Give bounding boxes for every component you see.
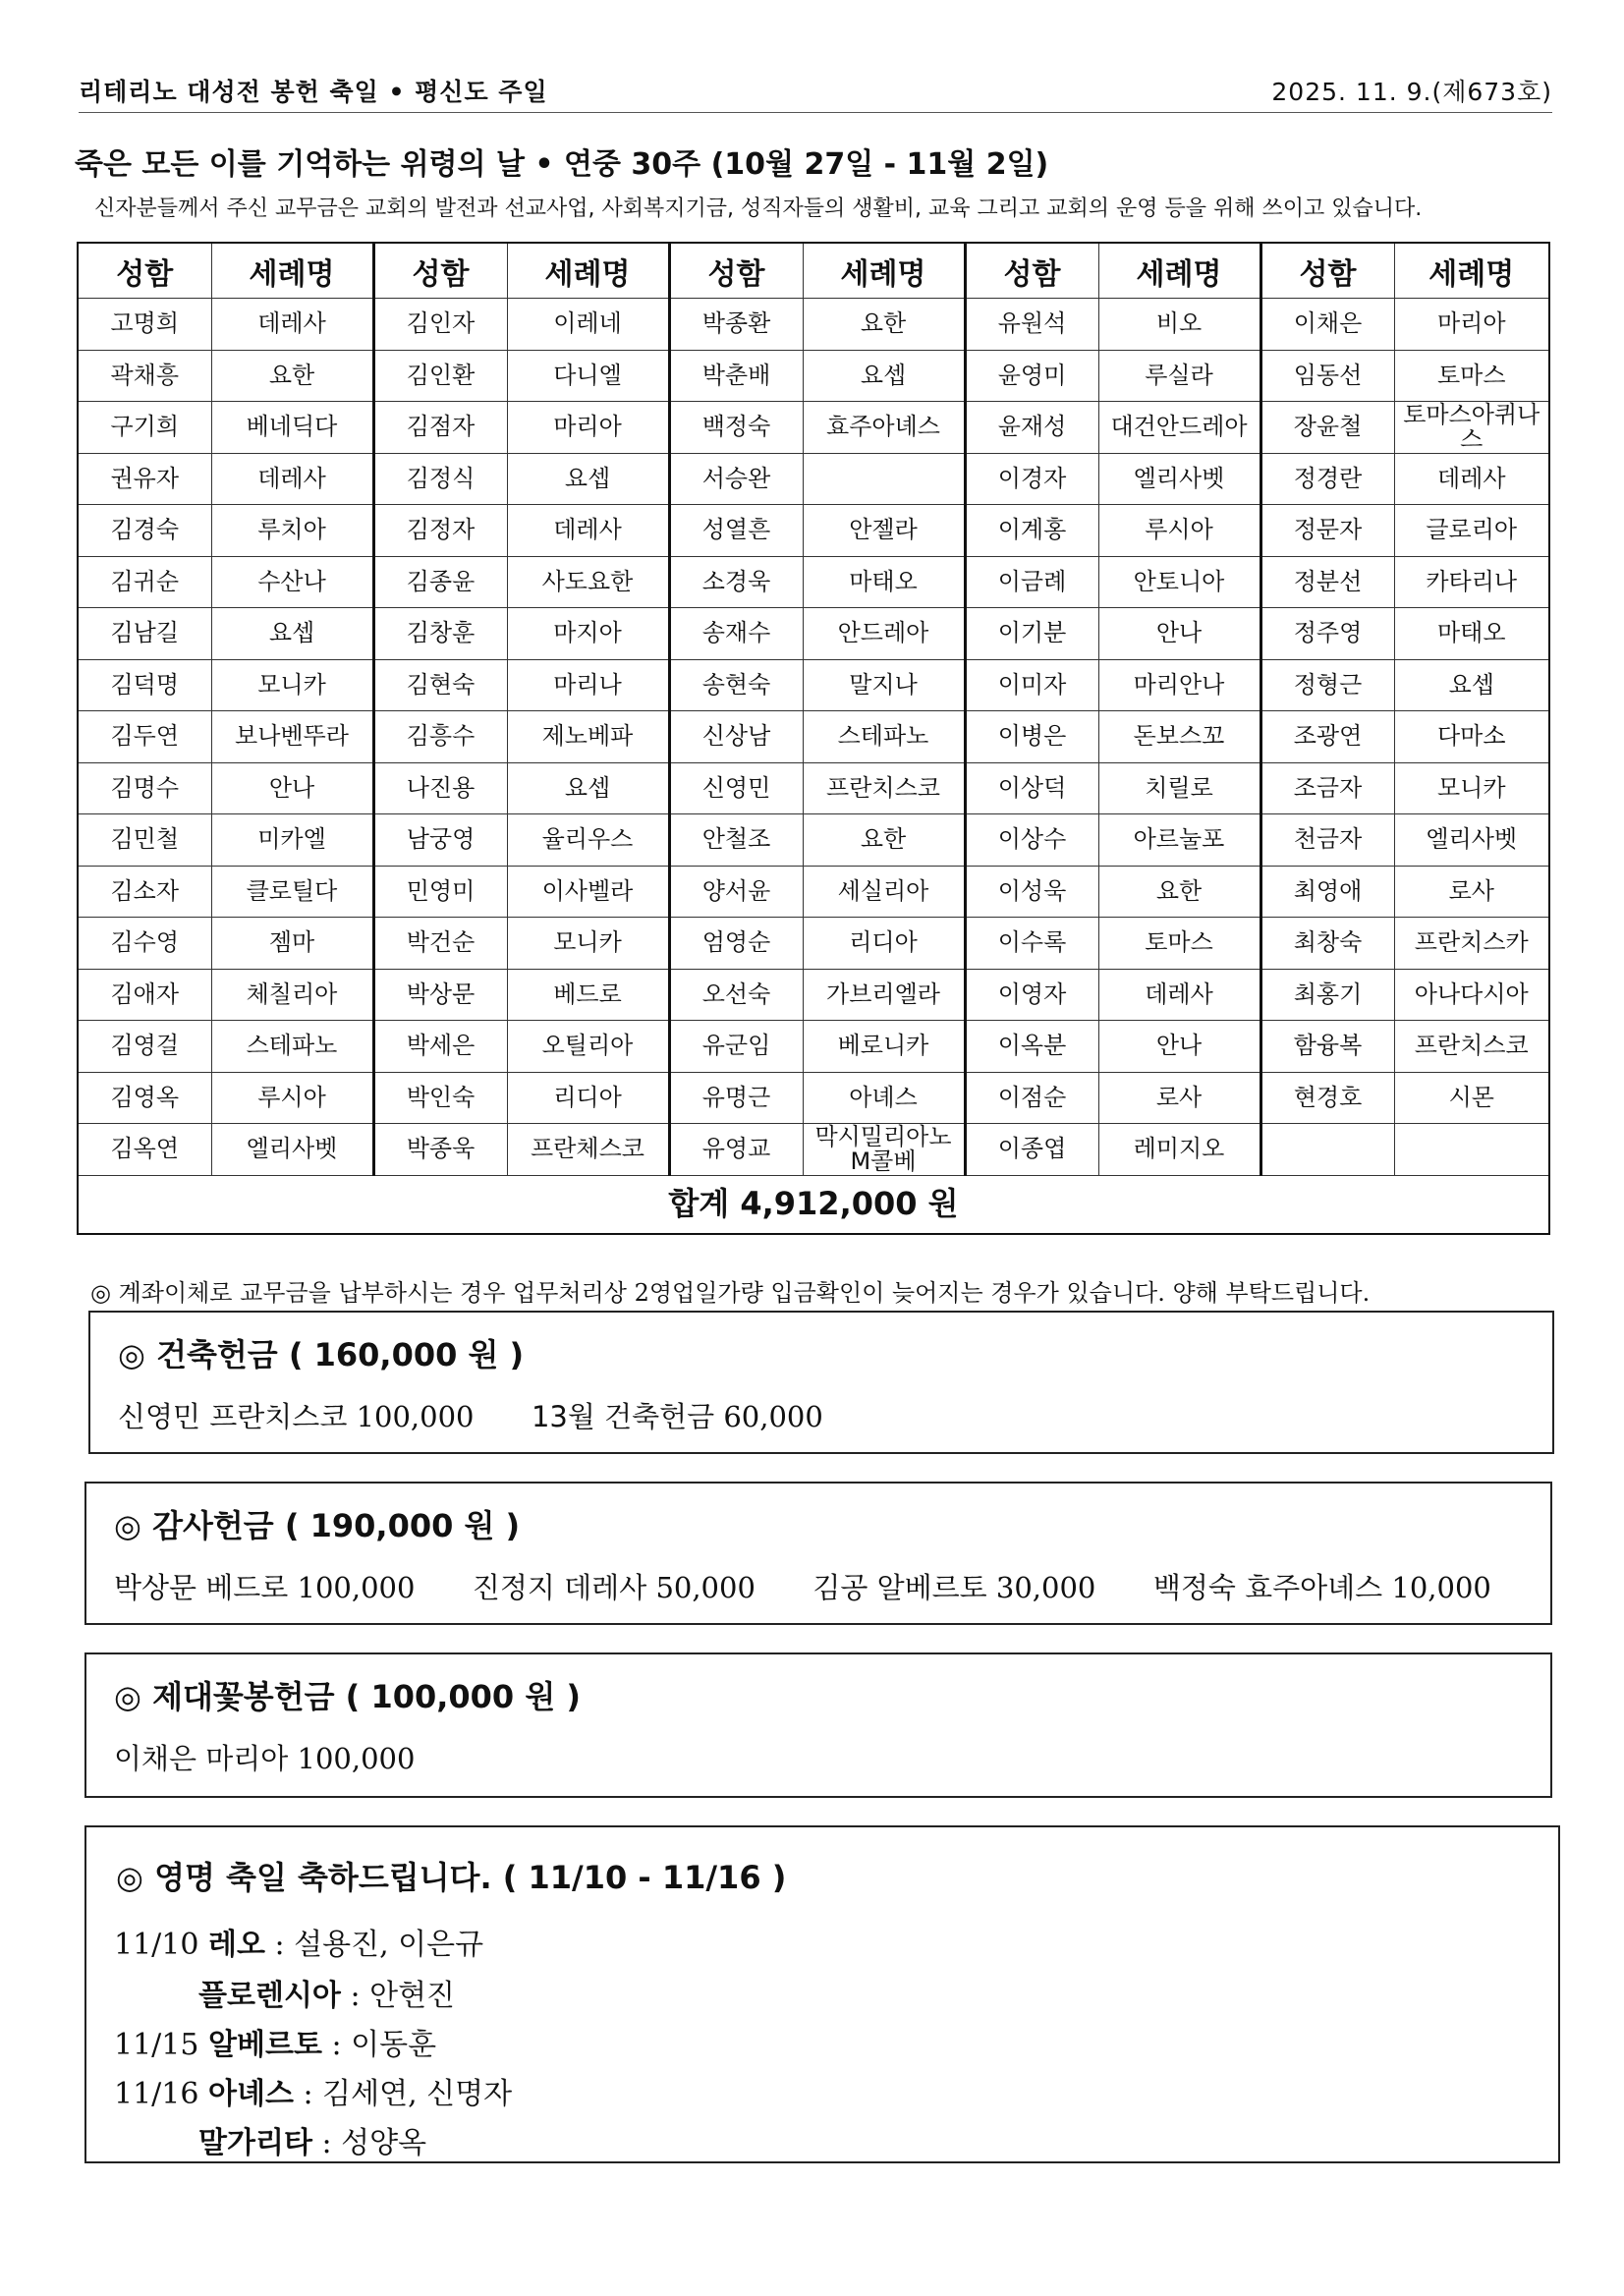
donor-name-cell: 오선숙 xyxy=(669,969,803,1021)
baptismal-name-cell: 엘리사벳 xyxy=(1394,814,1549,867)
donor-name-cell: 조광연 xyxy=(1260,711,1394,763)
baptismal-name-cell: 아나다시아 xyxy=(1394,969,1549,1021)
baptismal-name-cell: 다니엘 xyxy=(507,350,669,402)
feast-line: 말가리타 : 성양옥 xyxy=(198,2126,427,2160)
donor-name-cell: 고명희 xyxy=(78,299,211,351)
feast-saint: 아녜스 xyxy=(208,2077,294,2111)
baptismal-name-cell: 마태오 xyxy=(803,556,965,608)
donor-name-cell: 김애자 xyxy=(78,969,211,1021)
baptismal-name-cell: 요셉 xyxy=(211,608,373,660)
baptismal-name-cell: 안나 xyxy=(1098,608,1260,660)
donor-amount: 100,000 xyxy=(297,1571,416,1604)
donor-name-cell: 박종환 xyxy=(669,299,803,351)
donor-name-cell: 김정자 xyxy=(373,505,507,557)
donor-name-cell: 정문자 xyxy=(1260,505,1394,557)
baptismal-name-cell: 클로틸다 xyxy=(211,866,373,918)
baptismal-name-cell: 엘리사벳 xyxy=(211,1124,373,1176)
donor-name-cell: 김옥연 xyxy=(78,1124,211,1176)
baptismal-name-cell: 마리나 xyxy=(507,659,669,711)
baptismal-name-cell: 루시아 xyxy=(211,1072,373,1124)
baptismal-name-cell: 다마소 xyxy=(1394,711,1549,763)
total-amount: 합계 4,912,000 원 xyxy=(78,1175,1549,1234)
table-row xyxy=(78,1072,1549,1124)
baptismal-name-cell: 프란치스코 xyxy=(803,762,965,814)
baptismal-name-cell: 요셉 xyxy=(803,350,965,402)
feast-names: 안현진 xyxy=(369,1979,456,2013)
baptismal-name-cell: 프란치스카 xyxy=(1394,918,1549,970)
donor-name-cell: 김명수 xyxy=(78,762,211,814)
tithe-table xyxy=(77,242,1550,1235)
donor-name-cell: 김수영 xyxy=(78,918,211,970)
donor-name-cell: 최영애 xyxy=(1260,866,1394,918)
baptismal-name-cell: 요한 xyxy=(211,350,373,402)
donor-name-cell: 이영자 xyxy=(965,969,1098,1021)
table-row xyxy=(78,556,1549,608)
donor-name-cell: 신영민 xyxy=(669,762,803,814)
baptismal-name-cell: 아르눌포 xyxy=(1098,814,1260,867)
donor-name-cell: 박춘배 xyxy=(669,350,803,402)
donor-name-cell: 임동선 xyxy=(1260,350,1394,402)
feast-line: 플로렌시아 : 안현진 xyxy=(198,1979,456,2013)
column-header-baptismal-name: 세례명 xyxy=(211,243,373,299)
baptismal-name-cell: 프란체스코 xyxy=(507,1124,669,1176)
donor-name-cell: 윤재성 xyxy=(965,402,1098,454)
donor-amount: 50,000 xyxy=(655,1571,756,1604)
baptismal-name-cell: 요셉 xyxy=(1394,659,1549,711)
column-header-baptismal-name: 세례명 xyxy=(1098,243,1260,299)
baptismal-name-cell: 로사 xyxy=(1098,1072,1260,1124)
donor-name-cell: 현경호 xyxy=(1260,1072,1394,1124)
donor-name-cell: 이상수 xyxy=(965,814,1098,867)
baptismal-name-cell: 안젤라 xyxy=(803,505,965,557)
baptismal-name-cell: 사도요한 xyxy=(507,556,669,608)
donor-name-cell: 이계홍 xyxy=(965,505,1098,557)
donor-name-cell: 김덕명 xyxy=(78,659,211,711)
altar-flower-entries xyxy=(114,1737,415,1777)
donor-name-cell: 최창숙 xyxy=(1260,918,1394,970)
baptismal-name-cell: 안드레아 xyxy=(803,608,965,660)
baptismal-name-cell xyxy=(1394,1124,1549,1176)
donor-name-cell: 김영옥 xyxy=(78,1072,211,1124)
baptismal-name-cell: 안토니아 xyxy=(1098,556,1260,608)
baptismal-name-cell: 요셉 xyxy=(507,453,669,505)
donor-name-cell: 이수록 xyxy=(965,918,1098,970)
baptismal-name-cell: 돈보스꼬 xyxy=(1098,711,1260,763)
donor-name-cell: 박인숙 xyxy=(373,1072,507,1124)
feast-names: 설용진, 이은규 xyxy=(294,1928,484,1962)
donor-name: 신영민 프란치스코 xyxy=(118,1400,348,1433)
donor-name-cell: 천금자 xyxy=(1260,814,1394,867)
donor-name-cell: 박건순 xyxy=(373,918,507,970)
table-row xyxy=(78,608,1549,660)
feast-line: 11/16 아녜스 : 김세연, 신명자 xyxy=(114,2077,513,2111)
baptismal-name-cell: 데레사 xyxy=(507,505,669,557)
feast-date: 11/10 xyxy=(114,1928,199,1962)
baptismal-name-cell: 효주아녜스 xyxy=(803,402,965,454)
thanks-offering-box xyxy=(84,1482,1552,1625)
baptismal-name-cell: 젬마 xyxy=(211,918,373,970)
donor-name-cell: 곽채흥 xyxy=(78,350,211,402)
donor-name-cell: 유명근 xyxy=(669,1072,803,1124)
table-row xyxy=(78,402,1549,454)
donor-name-cell: 김현숙 xyxy=(373,659,507,711)
column-header-name: 성함 xyxy=(1260,243,1394,299)
baptismal-name-cell: 시몬 xyxy=(1394,1072,1549,1124)
donor-name-cell: 장윤철 xyxy=(1260,402,1394,454)
baptismal-name-cell: 안나 xyxy=(211,762,373,814)
column-header-name: 성함 xyxy=(669,243,803,299)
donor-name: 백정숙 효주아녜스 xyxy=(1152,1571,1383,1604)
table-header-row xyxy=(78,243,1549,299)
donor-name-cell: 정경란 xyxy=(1260,453,1394,505)
donor-name-cell: 정분선 xyxy=(1260,556,1394,608)
donor-name: 김공 알베르토 xyxy=(812,1571,987,1604)
donor-name: 박상문 베드로 xyxy=(114,1571,289,1604)
donor-name-cell: 민영미 xyxy=(373,866,507,918)
baptismal-name-cell: 안나 xyxy=(1098,1021,1260,1073)
donor-name-cell: 김민철 xyxy=(78,814,211,867)
altar-flower-title: ◎ 제대꽃봉헌금 ( 100,000 원 ) xyxy=(114,1678,582,1715)
thanks-offering-title: ◎ 감사헌금 ( 190,000 원 ) xyxy=(114,1507,521,1544)
donor-name-cell: 이종엽 xyxy=(965,1124,1098,1176)
donor-name-cell: 신상남 xyxy=(669,711,803,763)
table-row xyxy=(78,711,1549,763)
baptismal-name-cell: 엘리사벳 xyxy=(1098,453,1260,505)
baptismal-name-cell: 요한 xyxy=(803,299,965,351)
baptismal-name-cell: 마지아 xyxy=(507,608,669,660)
baptismal-name-cell: 막시밀리아노M콜베 xyxy=(803,1124,965,1176)
table-row xyxy=(78,350,1549,402)
baptismal-name-cell: 루치아 xyxy=(211,505,373,557)
building-fund-entries xyxy=(118,1395,823,1435)
table-row xyxy=(78,762,1549,814)
baptismal-name-cell: 가브리엘라 xyxy=(803,969,965,1021)
donor-name-cell: 김점자 xyxy=(373,402,507,454)
donor-name-cell: 김종윤 xyxy=(373,556,507,608)
baptismal-name-cell: 로사 xyxy=(1394,866,1549,918)
table-row xyxy=(78,1124,1549,1176)
baptismal-name-cell: 데레사 xyxy=(1394,453,1549,505)
donor-name-cell: 이상덕 xyxy=(965,762,1098,814)
table-row xyxy=(78,814,1549,867)
total-row xyxy=(78,1175,1549,1234)
table-row xyxy=(78,505,1549,557)
baptismal-name-cell: 율리우스 xyxy=(507,814,669,867)
donor-name-cell: 박상문 xyxy=(373,969,507,1021)
donor-name-cell: 유군임 xyxy=(669,1021,803,1073)
baptismal-name-cell: 리디아 xyxy=(803,918,965,970)
donor-name-cell: 권유자 xyxy=(78,453,211,505)
donor-name-cell: 이기분 xyxy=(965,608,1098,660)
baptismal-name-cell: 프란치스코 xyxy=(1394,1021,1549,1073)
donor-name-cell: 이점순 xyxy=(965,1072,1098,1124)
baptismal-name-cell: 데레사 xyxy=(1098,969,1260,1021)
donor-name-cell: 백정숙 xyxy=(669,402,803,454)
table-row xyxy=(78,1021,1549,1073)
baptismal-name-cell: 체칠리아 xyxy=(211,969,373,1021)
baptismal-name-cell: 모니카 xyxy=(1394,762,1549,814)
donor-name-cell: 안철조 xyxy=(669,814,803,867)
column-header-name: 성함 xyxy=(965,243,1098,299)
donor-name-cell: 엄영순 xyxy=(669,918,803,970)
feast-names: 성양옥 xyxy=(341,2126,427,2160)
feast-date: 11/15 xyxy=(114,2028,199,2062)
feast-names: 이동훈 xyxy=(351,2028,437,2062)
donor-name-cell: 박세은 xyxy=(373,1021,507,1073)
donor-name-cell: 유원석 xyxy=(965,299,1098,351)
feast-line: 11/10 레오 : 설용진, 이은규 xyxy=(114,1928,484,1962)
baptismal-name-cell: 토마스 xyxy=(1098,918,1260,970)
donor-name-cell: 남궁영 xyxy=(373,814,507,867)
donor-name-cell: 김남길 xyxy=(78,608,211,660)
donor-name-cell: 이미자 xyxy=(965,659,1098,711)
donor-name: 진정지 데레사 xyxy=(472,1571,647,1604)
baptismal-name-cell: 수산나 xyxy=(211,556,373,608)
donor-name-cell: 구기희 xyxy=(78,402,211,454)
feast-date: 11/16 xyxy=(114,2077,199,2111)
donor-amount: 60,000 xyxy=(723,1400,823,1433)
donor-name-cell: 김인환 xyxy=(373,350,507,402)
baptismal-name-cell: 세실리아 xyxy=(803,866,965,918)
baptismal-name-cell: 마리아 xyxy=(1394,299,1549,351)
baptismal-name-cell: 스테파노 xyxy=(803,711,965,763)
transfer-note: ◎ 계좌이체로 교무금을 납부하시는 경우 업무처리상 2영업일가량 입금확인이 늦어지는 경우가 있습니다. 양해 부탁드립니다. xyxy=(90,1279,1371,1307)
baptismal-name-cell: 요한 xyxy=(1098,866,1260,918)
donor-name-cell: 정주영 xyxy=(1260,608,1394,660)
header-parish-title: 리테리노 대성전 봉헌 축일 • 평신도 주일 xyxy=(79,78,548,106)
feast-saint: 알베르토 xyxy=(208,2028,322,2062)
donor-name-cell: 소경욱 xyxy=(669,556,803,608)
donor-name-cell: 이금례 xyxy=(965,556,1098,608)
baptismal-name-cell: 레미지오 xyxy=(1098,1124,1260,1176)
baptismal-name-cell: 마리아 xyxy=(507,402,669,454)
baptismal-name-cell: 제노베파 xyxy=(507,711,669,763)
donor-amount: 10,000 xyxy=(1391,1571,1491,1604)
feast-line: 11/15 알베르토 : 이동훈 xyxy=(114,2028,437,2062)
baptismal-name-cell: 아녜스 xyxy=(803,1072,965,1124)
baptismal-name-cell: 스테파노 xyxy=(211,1021,373,1073)
baptismal-name-cell: 카타리나 xyxy=(1394,556,1549,608)
donor-name-cell: 서승완 xyxy=(669,453,803,505)
thanks-offering-entries xyxy=(114,1566,1491,1606)
donor-name-cell: 박종욱 xyxy=(373,1124,507,1176)
feast-saint: 레오 xyxy=(208,1928,265,1962)
table-row xyxy=(78,659,1549,711)
header-issue-date: 2025. 11. 9.(제673호) xyxy=(1271,78,1552,106)
donor-name-cell: 최홍기 xyxy=(1260,969,1394,1021)
donor-name-cell: 성열흔 xyxy=(669,505,803,557)
donor-name-cell: 이채은 xyxy=(1260,299,1394,351)
donor-name-cell: 정형근 xyxy=(1260,659,1394,711)
column-header-name: 성함 xyxy=(373,243,507,299)
donor-name-cell: 김두연 xyxy=(78,711,211,763)
donor-name-cell: 양서윤 xyxy=(669,866,803,918)
baptismal-name-cell: 요셉 xyxy=(507,762,669,814)
donor-name-cell: 이병은 xyxy=(965,711,1098,763)
baptismal-name-cell: 요한 xyxy=(803,814,965,867)
feast-day-box xyxy=(84,1825,1560,2163)
baptismal-name-cell: 글로리아 xyxy=(1394,505,1549,557)
column-header-baptismal-name: 세례명 xyxy=(803,243,965,299)
donor-name-cell: 이경자 xyxy=(965,453,1098,505)
donor-name-cell: 김인자 xyxy=(373,299,507,351)
donor-name-cell: 함융복 xyxy=(1260,1021,1394,1073)
baptismal-name-cell: 마리안나 xyxy=(1098,659,1260,711)
baptismal-name-cell: 모니카 xyxy=(507,918,669,970)
donor-name-cell: 김귀순 xyxy=(78,556,211,608)
baptismal-name-cell: 보나벤뚜라 xyxy=(211,711,373,763)
column-header-baptismal-name: 세례명 xyxy=(507,243,669,299)
baptismal-name-cell: 토마스 xyxy=(1394,350,1549,402)
donor-name-cell: 김창훈 xyxy=(373,608,507,660)
column-header-baptismal-name: 세례명 xyxy=(1394,243,1549,299)
donor-name-cell: 윤영미 xyxy=(965,350,1098,402)
section-title: 죽은 모든 이를 기억하는 위령의 날 • 연중 30주 (10월 27일 - 11월 2일) xyxy=(75,147,1049,182)
baptismal-name-cell: 대건안드레아 xyxy=(1098,402,1260,454)
baptismal-name-cell: 미카엘 xyxy=(211,814,373,867)
baptismal-name-cell: 치릴로 xyxy=(1098,762,1260,814)
baptismal-name-cell xyxy=(803,453,965,505)
baptismal-name-cell: 마태오 xyxy=(1394,608,1549,660)
baptismal-name-cell: 이사벨라 xyxy=(507,866,669,918)
feast-saint: 말가리타 xyxy=(198,2126,312,2160)
baptismal-name-cell: 모니카 xyxy=(211,659,373,711)
column-header-name: 성함 xyxy=(78,243,211,299)
donor-name-cell: 김경숙 xyxy=(78,505,211,557)
table-row xyxy=(78,299,1549,351)
building-fund-box xyxy=(88,1311,1554,1454)
donor-amount: 100,000 xyxy=(297,1742,416,1775)
donor-name-cell: 송재수 xyxy=(669,608,803,660)
baptismal-name-cell: 데레사 xyxy=(211,299,373,351)
feast-names: 김세연, 신명자 xyxy=(322,2077,513,2111)
baptismal-name-cell: 데레사 xyxy=(211,453,373,505)
donor-amount: 30,000 xyxy=(995,1571,1096,1604)
feast-saint: 플로렌시아 xyxy=(198,1979,341,2013)
baptismal-name-cell: 이레네 xyxy=(507,299,669,351)
donor-name-cell: 김정식 xyxy=(373,453,507,505)
donor-name-cell: 이옥분 xyxy=(965,1021,1098,1073)
baptismal-name-cell: 리디아 xyxy=(507,1072,669,1124)
page-header xyxy=(79,73,1552,113)
baptismal-name-cell: 베네딕다 xyxy=(211,402,373,454)
table-row xyxy=(78,969,1549,1021)
donor-name-cell: 송현숙 xyxy=(669,659,803,711)
table-row xyxy=(78,918,1549,970)
donor-name: 13월 건축헌금 xyxy=(531,1400,715,1433)
donor-name-cell xyxy=(1260,1124,1394,1176)
table-row xyxy=(78,866,1549,918)
altar-flower-box xyxy=(84,1652,1552,1798)
donor-name-cell: 나진용 xyxy=(373,762,507,814)
baptismal-name-cell: 오틸리아 xyxy=(507,1021,669,1073)
donor-name-cell: 이성욱 xyxy=(965,866,1098,918)
building-fund-title: ◎ 건축헌금 ( 160,000 원 ) xyxy=(118,1336,525,1373)
donor-name: 이채은 마리아 xyxy=(114,1742,289,1775)
baptismal-name-cell: 말지나 xyxy=(803,659,965,711)
donor-name-cell: 김소자 xyxy=(78,866,211,918)
baptismal-name-cell: 토마스아퀴나스 xyxy=(1394,402,1549,454)
donor-name-cell: 조금자 xyxy=(1260,762,1394,814)
table-row xyxy=(78,453,1549,505)
donor-name-cell: 김흥수 xyxy=(373,711,507,763)
baptismal-name-cell: 비오 xyxy=(1098,299,1260,351)
donor-amount: 100,000 xyxy=(356,1400,475,1433)
baptismal-name-cell: 베드로 xyxy=(507,969,669,1021)
donor-name-cell: 김영걸 xyxy=(78,1021,211,1073)
intro-text: 신자분들께서 주신 교무금은 교회의 발전과 선교사업, 사회복지기금, 성직자들의 생활비, 교육 그리고 교회의 운영 등을 위해 쓰이고 있습니다. xyxy=(94,196,1423,221)
baptismal-name-cell: 루시아 xyxy=(1098,505,1260,557)
baptismal-name-cell: 베로니카 xyxy=(803,1021,965,1073)
baptismal-name-cell: 루실라 xyxy=(1098,350,1260,402)
donor-name-cell: 유영교 xyxy=(669,1124,803,1176)
feast-day-title: ◎ 영명 축일 축하드립니다. ( 11/10 - 11/16 ) xyxy=(116,1859,787,1896)
